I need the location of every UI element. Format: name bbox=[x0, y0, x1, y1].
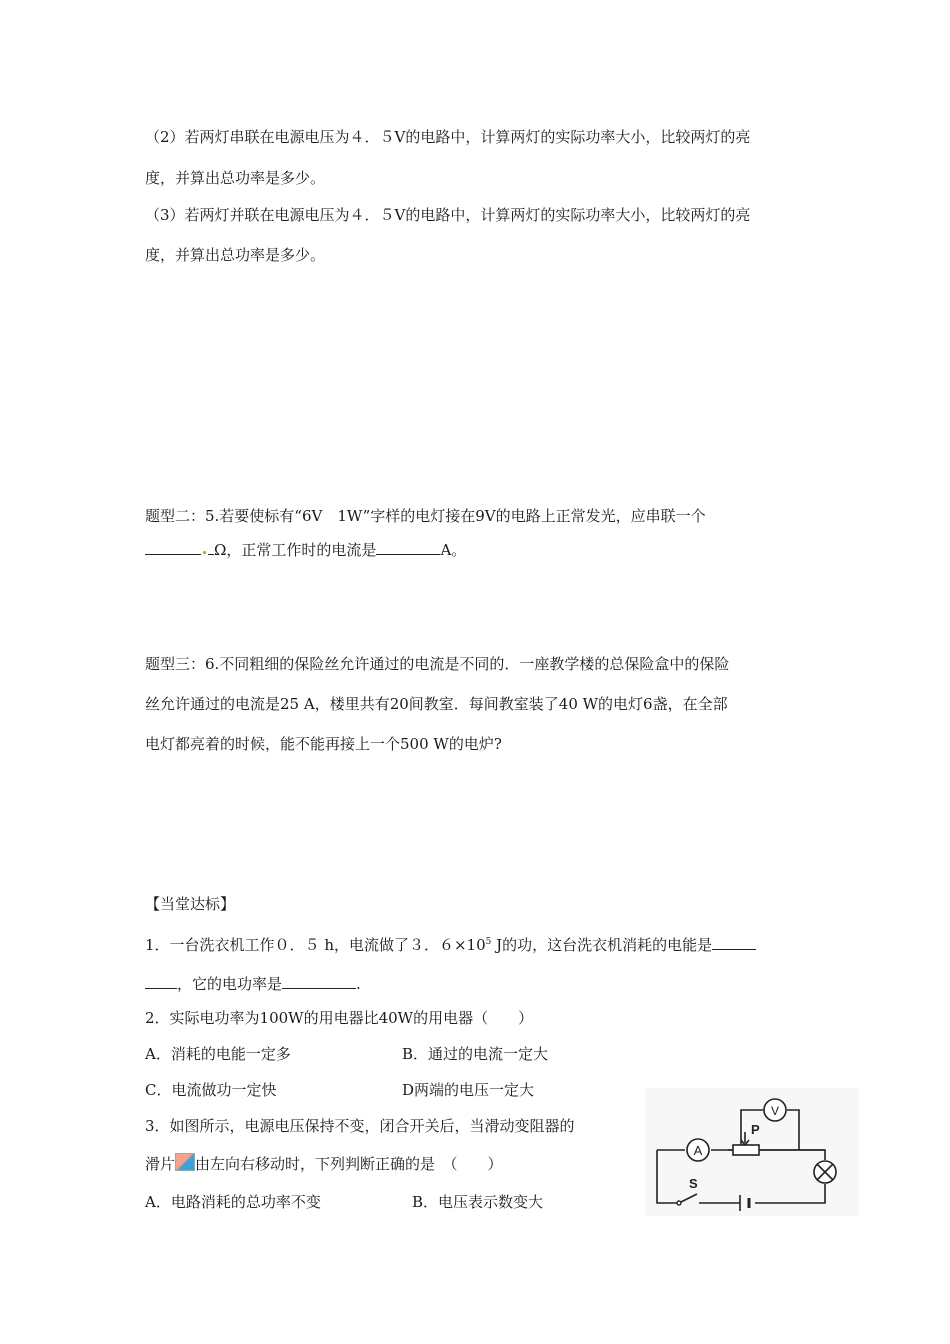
p2-option-b[interactable]: B．通过的电流一定大 bbox=[402, 1045, 549, 1063]
p3-text-b: 由左向右移动时，下列判断正确的是 （ ） bbox=[195, 1155, 503, 1173]
p3-option-a[interactable]: A．电路消耗的总功率不变 bbox=[145, 1193, 321, 1211]
answer-blank-current[interactable] bbox=[376, 540, 440, 555]
q2-line2: 度，并算出总功率是多少。 bbox=[145, 169, 326, 187]
p3-line1: 3．如图所示，电源电压保持不变，闭合开关后，当滑动变阻器的 bbox=[145, 1117, 575, 1135]
p2-option-d[interactable]: D两端的电压一定大 bbox=[402, 1081, 535, 1099]
p1-text-a: 1．一台洗衣机工作０．５ h，电流做了３．６×10 bbox=[145, 936, 486, 954]
circuit-diagram bbox=[645, 1088, 859, 1216]
answer-blank-resistance[interactable] bbox=[145, 540, 201, 555]
q3-line2: 度，并算出总功率是多少。 bbox=[145, 246, 326, 264]
slider-label: P bbox=[751, 1122, 760, 1137]
p3-option-b[interactable]: B．电压表示数变大 bbox=[412, 1193, 544, 1211]
wire-bottom-right bbox=[755, 1184, 825, 1203]
dot-mark bbox=[203, 551, 206, 554]
p2-stem: 2．实际电功率为100W的用电器比40W的用电器（ ） bbox=[145, 1009, 534, 1027]
switch-label: S bbox=[689, 1176, 698, 1191]
q3-line1: （3）若两灯并联在电源电压为４．５V的电路中，计算两灯的实际功率大小，比较两灯的亮 bbox=[145, 206, 751, 224]
p1-text-b: J的功，这台洗衣机消耗的电能是 bbox=[491, 936, 713, 954]
ammeter-label: A bbox=[693, 1143, 703, 1158]
p1-line1 bbox=[145, 932, 756, 955]
wire-left bbox=[657, 1150, 679, 1203]
type2-line1: 题型二：5.若要使标有“6V 1W”字样的电灯接在9V的电路上正常发光，应串联一个 bbox=[145, 507, 706, 525]
p2-option-a[interactable]: A．消耗的电能一定多 bbox=[145, 1045, 291, 1063]
slider-image-icon bbox=[175, 1153, 195, 1171]
answer-blank-energy-cont[interactable] bbox=[145, 974, 177, 989]
p3-line2 bbox=[145, 1153, 503, 1174]
voltmeter-label: V bbox=[770, 1104, 780, 1118]
p1-exponent: 5 bbox=[485, 937, 492, 947]
wire-v-right bbox=[787, 1110, 799, 1150]
type3-line2: 丝允许通过的电流是25 A，楼里共有20间教室．每间教室装了40 W的电灯6盏，在全部 bbox=[145, 695, 728, 713]
rheostat-icon bbox=[733, 1145, 759, 1155]
q2-line1: （2）若两灯串联在电源电压为４．５V的电路中，计算两灯的实际功率大小，比较两灯的亮 bbox=[145, 128, 751, 146]
answer-blank-power[interactable] bbox=[282, 974, 356, 989]
answer-blank-energy[interactable] bbox=[712, 935, 756, 950]
type2-unit2: A。 bbox=[440, 541, 467, 559]
p1-end: . bbox=[356, 975, 361, 993]
p3-text-a: 滑片 bbox=[145, 1155, 176, 1173]
type2-unit1: Ω，正常工作时的电流是 bbox=[214, 541, 377, 559]
type3-line3: 电灯都亮着的时候，能不能再接上一个500 W的电炉? bbox=[145, 735, 502, 753]
p1-text-c: ，它的电功率是 bbox=[177, 975, 283, 993]
type3-line1: 题型三：6.不同粗细的保险丝允许通过的电流是不同的．一座教学楼的总保险盒中的保险 bbox=[145, 655, 730, 673]
p2-option-c[interactable]: C．电流做功一定快 bbox=[145, 1081, 277, 1099]
switch-icon bbox=[677, 1201, 681, 1205]
p1-line2 bbox=[145, 974, 361, 994]
type2-line2 bbox=[145, 540, 466, 560]
section-title: 【当堂达标】 bbox=[145, 895, 236, 913]
